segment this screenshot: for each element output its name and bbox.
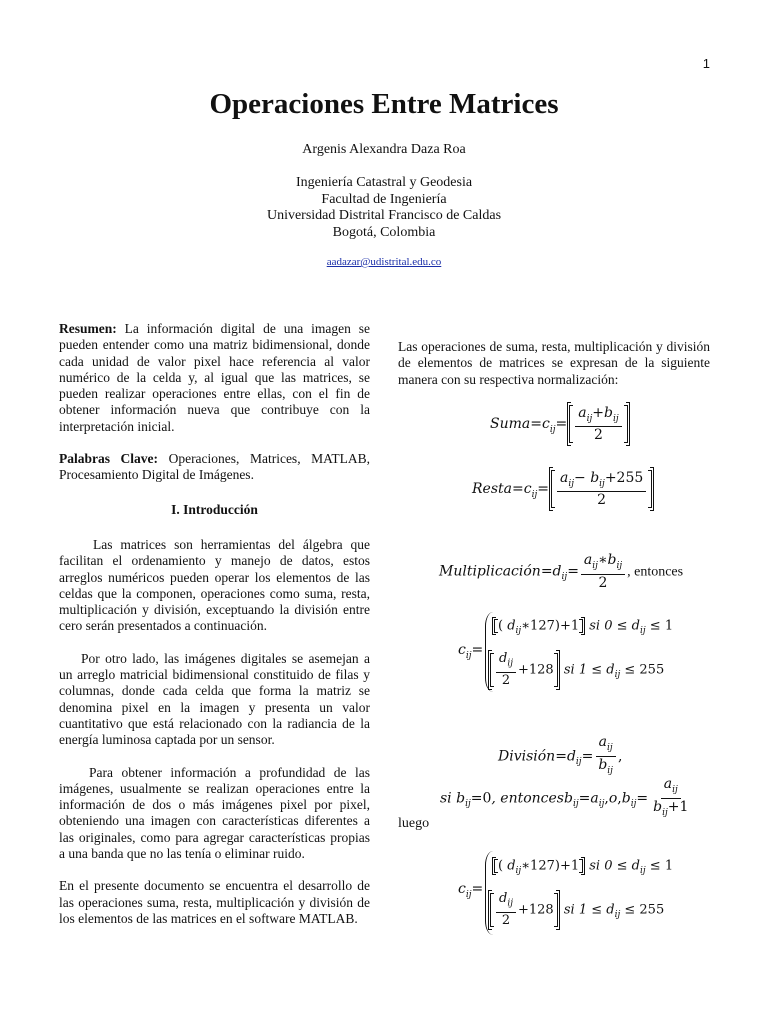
- piecewise-case-1: ( $d_{ij}∗127)+1$ si $0 \le d_{ij} \le 1$: [492, 617, 673, 636]
- keywords-label: Palabras Clave:: [59, 451, 159, 467]
- author-name: Argenis Alexandra Daza Roa: [302, 142, 466, 157]
- equation-multiplicacion: $Multiplicación=d_{ij}=$ $\frac{a_{ij}∗b_{ij}}{2}$ , entonces: [439, 552, 684, 591]
- body-paragraph: En el presente documento se encuentra el desarrollo de las operaciones suma, resta, multiplicación y división de los elementos de las matrices en el software MATLAB.: [59, 878, 370, 926]
- section-heading: I. Introducción: [171, 501, 258, 517]
- affiliation-line: Facultad de Ingeniería: [321, 191, 447, 207]
- operations-intro: Las operaciones de suma, resta, multiplicación y división de elementos de matrices se expresan de la siguiente manera con su respectiva normalización:: [398, 339, 710, 387]
- keywords-text: Operaciones, Matrices, MATLAB, Procesamiento Digital de Imágenes.: [59, 451, 370, 483]
- piecewise-case-2: $\frac{d_{ij}}{2}$ +128 si $1 \le d_{ij} \le 255$: [488, 890, 664, 930]
- body-paragraph: Por otro lado, las imágenes digitales se asemejan a un arreglo matricial bidimensional constituido de filas y columnas, donde cada celda que forma la matriz se denomina pixel en la imagen y presenta un valor cuantitativo que está relacionado con la radiancia de la energía luminosa captada por un sensor.: [59, 650, 370, 748]
- affiliation-line: Universidad Distrital Francisco de Caldas: [266, 208, 502, 223]
- eq-label: Resta: [472, 481, 512, 497]
- abstract-text: La información digital de una imagen se pueden entender como una matriz bidimensional, donde cada unidad de valor pixel hace referencia al valor numérico de la celda y, al igual que las matrices, se pueden realizar operaciones entre ellas, con el fin de obtener información nueva que contribuye con la interpretación inicial.: [59, 321, 370, 434]
- equation-suma: $Suma=c_{ij}=$ $\frac{a_{ij}+b_{ij}}{2}$: [490, 402, 630, 446]
- piecewise-lhs: $c_{ij}=$: [458, 642, 484, 661]
- eq-label: División: [498, 748, 556, 765]
- piecewise-case-2: $\frac{d_{ij}}{2}$ +128 si $1 \le d_{ij} \le 255$: [488, 650, 664, 690]
- left-column: [59, 321, 370, 927]
- affiliation-line: Ingeniería Catastral y Geodesia: [295, 175, 473, 190]
- equation-division: $División=d_{ij}=$ $\frac{a_{ij}}{b_{ij}}$ ,: [498, 734, 623, 776]
- equation-division-condition: si $b_{ij}=0$, $entoncesb_{ij}=a_{ij},o,b_{ij}=$ $\frac{a_{ij}}{b_{ij}+1}$: [440, 776, 689, 818]
- eq-label: Suma: [490, 416, 531, 432]
- piecewise-case-1: ( $d_{ij}∗127)+1$ si $0 \le d_{ij} \le 1$: [492, 857, 673, 876]
- email-link[interactable]: aadazar@udistrital.edu.co: [326, 256, 442, 268]
- right-column: [398, 339, 710, 388]
- abstract-paragraph: [59, 321, 370, 435]
- abstract-label: Resumen:: [59, 321, 117, 336]
- email-line: [0, 256, 768, 268]
- piecewise-lhs: $c_{ij}=$: [458, 881, 484, 900]
- body-paragraph: Las matrices son herramientas del álgebra que facilitan el ordenamiento y manejo de datos, estos arreglos numéricos pueden operar los elementos de las celdas que la componen, operaciones como suma, resta, multiplicación y división, exceptuando la división entre cero serán presentados a continuación.: [59, 536, 370, 634]
- equation-resta: $Resta=c_{ij}=$ $\frac{a_{ij}- b_{ij}+255}{2}$: [472, 467, 654, 511]
- keywords-paragraph: [59, 451, 370, 484]
- affiliation-line: Bogotá, Colombia: [332, 224, 436, 240]
- affiliation-block: [0, 175, 768, 241]
- paper-title: Operaciones Entre Matrices: [209, 88, 559, 120]
- eq-label: Multiplicación: [439, 563, 541, 580]
- body-paragraph: Para obtener información a profundidad de las imágenes, usualmente se realizan operaciones entre la información de dos o más imágenes pixel por pixel, obteniendo una imagen con características diferentes a las originales, como para agregar características propias a una banda que no las tenía o eliminar ruido.: [59, 764, 370, 862]
- page-number: 1: [702, 56, 710, 71]
- luego-text: luego: [398, 816, 430, 831]
